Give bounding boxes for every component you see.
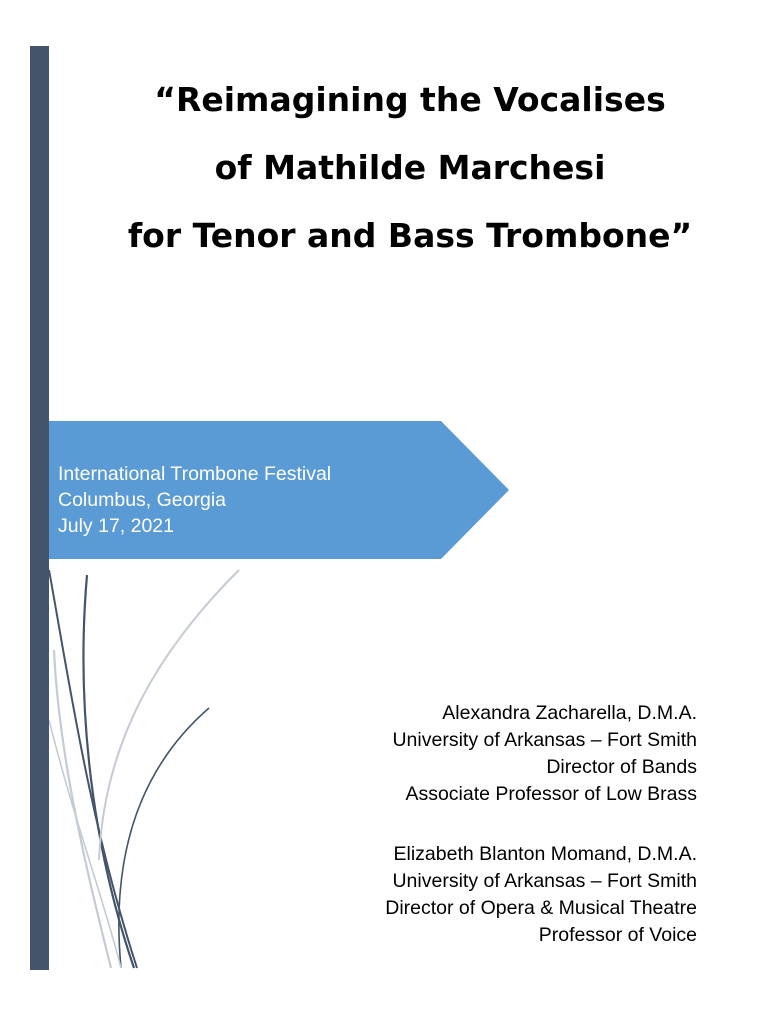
title-line-1: “Reimagining the Vocalises — [154, 80, 666, 119]
swoosh-line-3 — [119, 708, 209, 968]
document-title — [60, 66, 760, 270]
author-name: Elizabeth Blanton Momand, D.M.A. — [393, 843, 697, 865]
event-date: July 17, 2021 — [58, 515, 175, 537]
event-name: International Trombone Festival — [58, 463, 332, 485]
author-institution: University of Arkansas – Fort Smith — [392, 870, 697, 892]
swoosh-line-2 — [83, 575, 134, 968]
swoosh-line-6 — [49, 720, 121, 968]
swoosh-line-4 — [99, 570, 239, 860]
author-role: Director of Opera & Musical Theatre — [385, 897, 697, 919]
banner-text — [58, 461, 331, 539]
author-name: Alexandra Zacharella, D.M.A. — [442, 702, 697, 724]
event-banner — [49, 421, 509, 559]
title-line-2: of Mathilde Marchesi — [214, 148, 606, 187]
author-block-2 — [385, 841, 697, 949]
decorative-swooshes — [49, 560, 269, 970]
side-accent-bar — [30, 46, 49, 970]
author-role: Associate Professor of Low Brass — [405, 783, 697, 805]
event-location: Columbus, Georgia — [58, 489, 226, 511]
author-institution: University of Arkansas – Fort Smith — [392, 729, 697, 751]
title-line-3: for Tenor and Bass Trombone” — [127, 216, 693, 255]
author-role: Professor of Voice — [538, 924, 697, 946]
author-block-1 — [392, 700, 697, 808]
author-role: Director of Bands — [546, 756, 697, 778]
swoosh-line-5 — [54, 650, 111, 968]
